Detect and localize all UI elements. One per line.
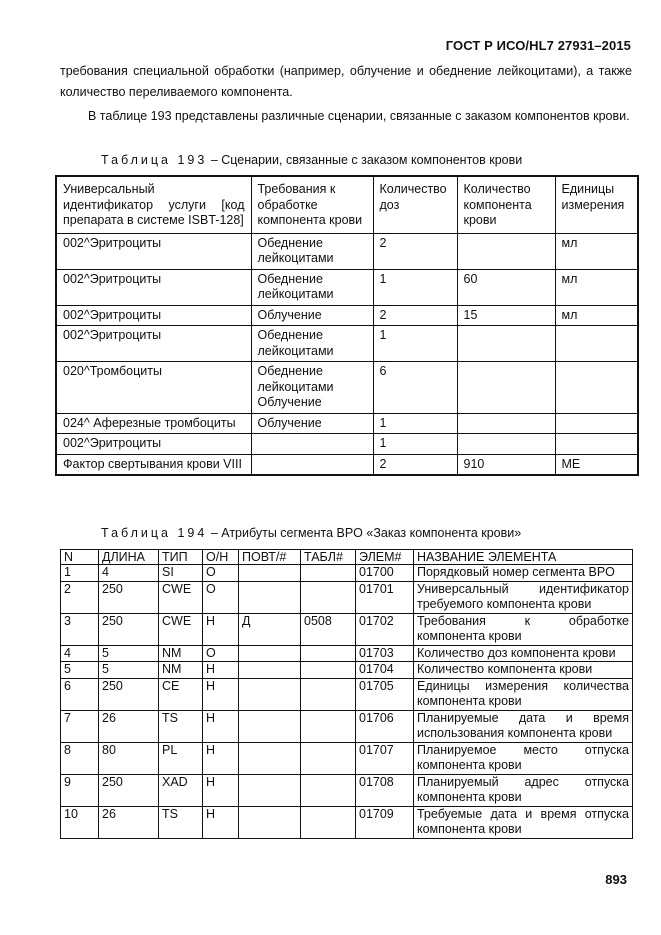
- table-row: [61, 565, 633, 582]
- table-cell: мл: [555, 233, 638, 269]
- table-194-header-cell: ТИП: [159, 550, 203, 565]
- table-cell: Обеднение лейкоцитами: [251, 326, 373, 362]
- table-cell: 024^ Аферезные тромбоциты: [56, 413, 251, 434]
- table-cell: [251, 434, 373, 455]
- table-cell: [457, 362, 555, 414]
- table-cell: Н: [203, 774, 239, 806]
- table-cell: 2: [373, 233, 457, 269]
- table-cell: [301, 565, 356, 582]
- table-cell: 5: [99, 645, 159, 662]
- table-cell: 002^Эритроциты: [56, 434, 251, 455]
- table-cell: [555, 362, 638, 414]
- table-row: [61, 678, 633, 710]
- table-cell: [239, 710, 301, 742]
- table-cell: [457, 434, 555, 455]
- table-cell: 9: [61, 774, 99, 806]
- table-cell: [239, 662, 301, 679]
- table-194-header-cell: ТАБЛ#: [301, 550, 356, 565]
- table-cell: Планируемый адрес отпуска компонента крови: [414, 774, 633, 806]
- table-cell: 01701: [356, 581, 414, 613]
- table-cell: 60: [457, 269, 555, 305]
- table-cell: 01708: [356, 774, 414, 806]
- table-194-caption-text: – Атрибуты сегмента BPO «Заказ компонента крови»: [210, 526, 522, 540]
- table-cell: 0508: [301, 613, 356, 645]
- table-cell: Н: [203, 742, 239, 774]
- table-cell: 250: [99, 613, 159, 645]
- table-cell: 01706: [356, 710, 414, 742]
- table-cell: [301, 742, 356, 774]
- table-cell: 1: [373, 326, 457, 362]
- table-row: [61, 645, 633, 662]
- table-cell: 01704: [356, 662, 414, 679]
- table-194-header-cell: О/Н: [203, 550, 239, 565]
- table-cell: [239, 774, 301, 806]
- table-cell: Д: [239, 613, 301, 645]
- table-cell: [301, 678, 356, 710]
- table-cell: TS: [159, 806, 203, 838]
- table-cell: [301, 645, 356, 662]
- table-194-header-cell: N: [61, 550, 99, 565]
- table-cell: CE: [159, 678, 203, 710]
- table-cell: 002^Эритроциты: [56, 269, 251, 305]
- table-row: [61, 774, 633, 806]
- table-cell: [239, 806, 301, 838]
- table-194-header-row: [61, 550, 633, 565]
- table-cell: Н: [203, 710, 239, 742]
- table-cell: 15: [457, 305, 555, 326]
- table-cell: Н: [203, 662, 239, 679]
- table-cell: O: [203, 565, 239, 582]
- table-cell: 7: [61, 710, 99, 742]
- table-cell: 250: [99, 774, 159, 806]
- table-cell: МЕ: [555, 454, 638, 475]
- table-cell: [457, 326, 555, 362]
- table-194-header-cell: ЭЛЕМ#: [356, 550, 414, 565]
- table-cell: [301, 581, 356, 613]
- table-row: [56, 305, 638, 326]
- table-cell: 5: [61, 662, 99, 679]
- table-cell: CWE: [159, 613, 203, 645]
- table-cell: Планируемое место отпуска компонента крови: [414, 742, 633, 774]
- table-cell: 020^Тромбоциты: [56, 362, 251, 414]
- table-row: [56, 434, 638, 455]
- table-row: [61, 662, 633, 679]
- table-cell: CWE: [159, 581, 203, 613]
- table-row: [61, 806, 633, 838]
- table-cell: [555, 413, 638, 434]
- table-cell: 10: [61, 806, 99, 838]
- table-cell: 01702: [356, 613, 414, 645]
- table-cell: Н: [203, 806, 239, 838]
- table-cell: NM: [159, 662, 203, 679]
- table-cell: 910: [457, 454, 555, 475]
- table-193-header-cell: Количество компонента крови: [457, 176, 555, 233]
- table-cell: 4: [61, 645, 99, 662]
- table-cell: Н: [203, 613, 239, 645]
- table-194-header-cell: НАЗВАНИЕ ЭЛЕМЕНТА: [414, 550, 633, 565]
- paragraph-table-reference: В таблице 193 представлены различные сценарии, связанные с заказом компонентов крови.: [88, 109, 630, 123]
- table-cell: 01700: [356, 565, 414, 582]
- table-cell: 250: [99, 678, 159, 710]
- table-cell: Количество доз компонента крови: [414, 645, 633, 662]
- table-193-header-cell: Единицы измерения: [555, 176, 638, 233]
- table-cell: 2: [373, 454, 457, 475]
- table-cell: 8: [61, 742, 99, 774]
- table-cell: 3: [61, 613, 99, 645]
- table-cell: [301, 774, 356, 806]
- table-194-caption-label: Таблица 194: [101, 526, 208, 540]
- table-cell: [239, 678, 301, 710]
- table-194: [60, 549, 633, 839]
- table-cell: 01703: [356, 645, 414, 662]
- table-194-caption: [101, 526, 521, 540]
- table-cell: Планируемые дата и время использования компонента крови: [414, 710, 633, 742]
- table-cell: [555, 434, 638, 455]
- table-cell: [239, 742, 301, 774]
- table-row: [56, 233, 638, 269]
- table-cell: 80: [99, 742, 159, 774]
- table-cell: 6: [61, 678, 99, 710]
- table-cell: 1: [373, 434, 457, 455]
- table-cell: Требуемые дата и время отпуска компонента крови: [414, 806, 633, 838]
- table-cell: O: [203, 645, 239, 662]
- page-number: 893: [605, 872, 627, 887]
- table-cell: Количество компонента крови: [414, 662, 633, 679]
- table-194-header-cell: ПОВТ/#: [239, 550, 301, 565]
- table-193-caption-text: – Сценарии, связанные с заказом компонентов крови: [210, 153, 523, 167]
- table-cell: 002^Эритроциты: [56, 305, 251, 326]
- table-194-header-cell: ДЛИНА: [99, 550, 159, 565]
- table-cell: [301, 662, 356, 679]
- table-cell: [239, 645, 301, 662]
- table-cell: 26: [99, 710, 159, 742]
- table-cell: SI: [159, 565, 203, 582]
- table-cell: 002^Эритроциты: [56, 233, 251, 269]
- table-193-header-row: [56, 176, 638, 233]
- table-193-header-cell: Требования к обработке компонента крови: [251, 176, 373, 233]
- table-cell: [251, 454, 373, 475]
- table-cell: O: [203, 581, 239, 613]
- table-cell: XAD: [159, 774, 203, 806]
- paragraph-intro: требования специальной обработки (например, облучение и обеднение лейкоцитами), а также количество переливаемого компонента.: [60, 64, 632, 99]
- table-cell: 1: [373, 413, 457, 434]
- table-cell: [301, 806, 356, 838]
- table-cell: Фактор свертывания крови VIII: [56, 454, 251, 475]
- table-cell: NM: [159, 645, 203, 662]
- table-193-caption: [101, 153, 522, 167]
- table-cell: Порядковый номер сегмента BPO: [414, 565, 633, 582]
- table-cell: 002^Эритроциты: [56, 326, 251, 362]
- table-cell: 1: [61, 565, 99, 582]
- table-row: [61, 613, 633, 645]
- table-cell: мл: [555, 305, 638, 326]
- table-cell: Обеднение лейкоцитами: [251, 233, 373, 269]
- table-cell: [239, 581, 301, 613]
- table-row: [61, 742, 633, 774]
- table-cell: мл: [555, 269, 638, 305]
- table-cell: Требования к обработке компонента крови: [414, 613, 633, 645]
- table-row: [56, 269, 638, 305]
- table-cell: 6: [373, 362, 457, 414]
- table-row: [56, 413, 638, 434]
- table-cell: Обеднение лейкоцитами Облучение: [251, 362, 373, 414]
- table-cell: TS: [159, 710, 203, 742]
- table-cell: Облучение: [251, 413, 373, 434]
- table-row: [61, 710, 633, 742]
- table-cell: [239, 565, 301, 582]
- table-cell: [457, 413, 555, 434]
- table-cell: 01709: [356, 806, 414, 838]
- table-cell: [555, 326, 638, 362]
- table-cell: Универсальный идентификатор требуемого компонента крови: [414, 581, 633, 613]
- table-cell: Обеднение лейкоцитами: [251, 269, 373, 305]
- table-row: [61, 581, 633, 613]
- table-cell: Облучение: [251, 305, 373, 326]
- table-cell: [301, 710, 356, 742]
- table-cell: 5: [99, 662, 159, 679]
- table-cell: 4: [99, 565, 159, 582]
- table-193-header-cell: Универсальный идентификатор услуги [код препарата в системе ISBT-128]: [56, 176, 251, 233]
- table-cell: 01707: [356, 742, 414, 774]
- table-cell: 250: [99, 581, 159, 613]
- table-cell: 2: [373, 305, 457, 326]
- table-cell: Н: [203, 678, 239, 710]
- table-cell: 2: [61, 581, 99, 613]
- table-cell: 26: [99, 806, 159, 838]
- table-cell: PL: [159, 742, 203, 774]
- table-cell: Единицы измерения количества компонента крови: [414, 678, 633, 710]
- table-193: [55, 175, 639, 476]
- table-193-header-cell: Количество доз: [373, 176, 457, 233]
- table-row: [56, 326, 638, 362]
- standard-code: ГОСТ Р ИСО/HL7 27931–2015: [445, 38, 631, 53]
- table-cell: 1: [373, 269, 457, 305]
- table-row: [56, 362, 638, 414]
- table-cell: [457, 233, 555, 269]
- table-row: [56, 454, 638, 475]
- table-cell: 01705: [356, 678, 414, 710]
- table-193-caption-label: Таблица 193: [101, 153, 208, 167]
